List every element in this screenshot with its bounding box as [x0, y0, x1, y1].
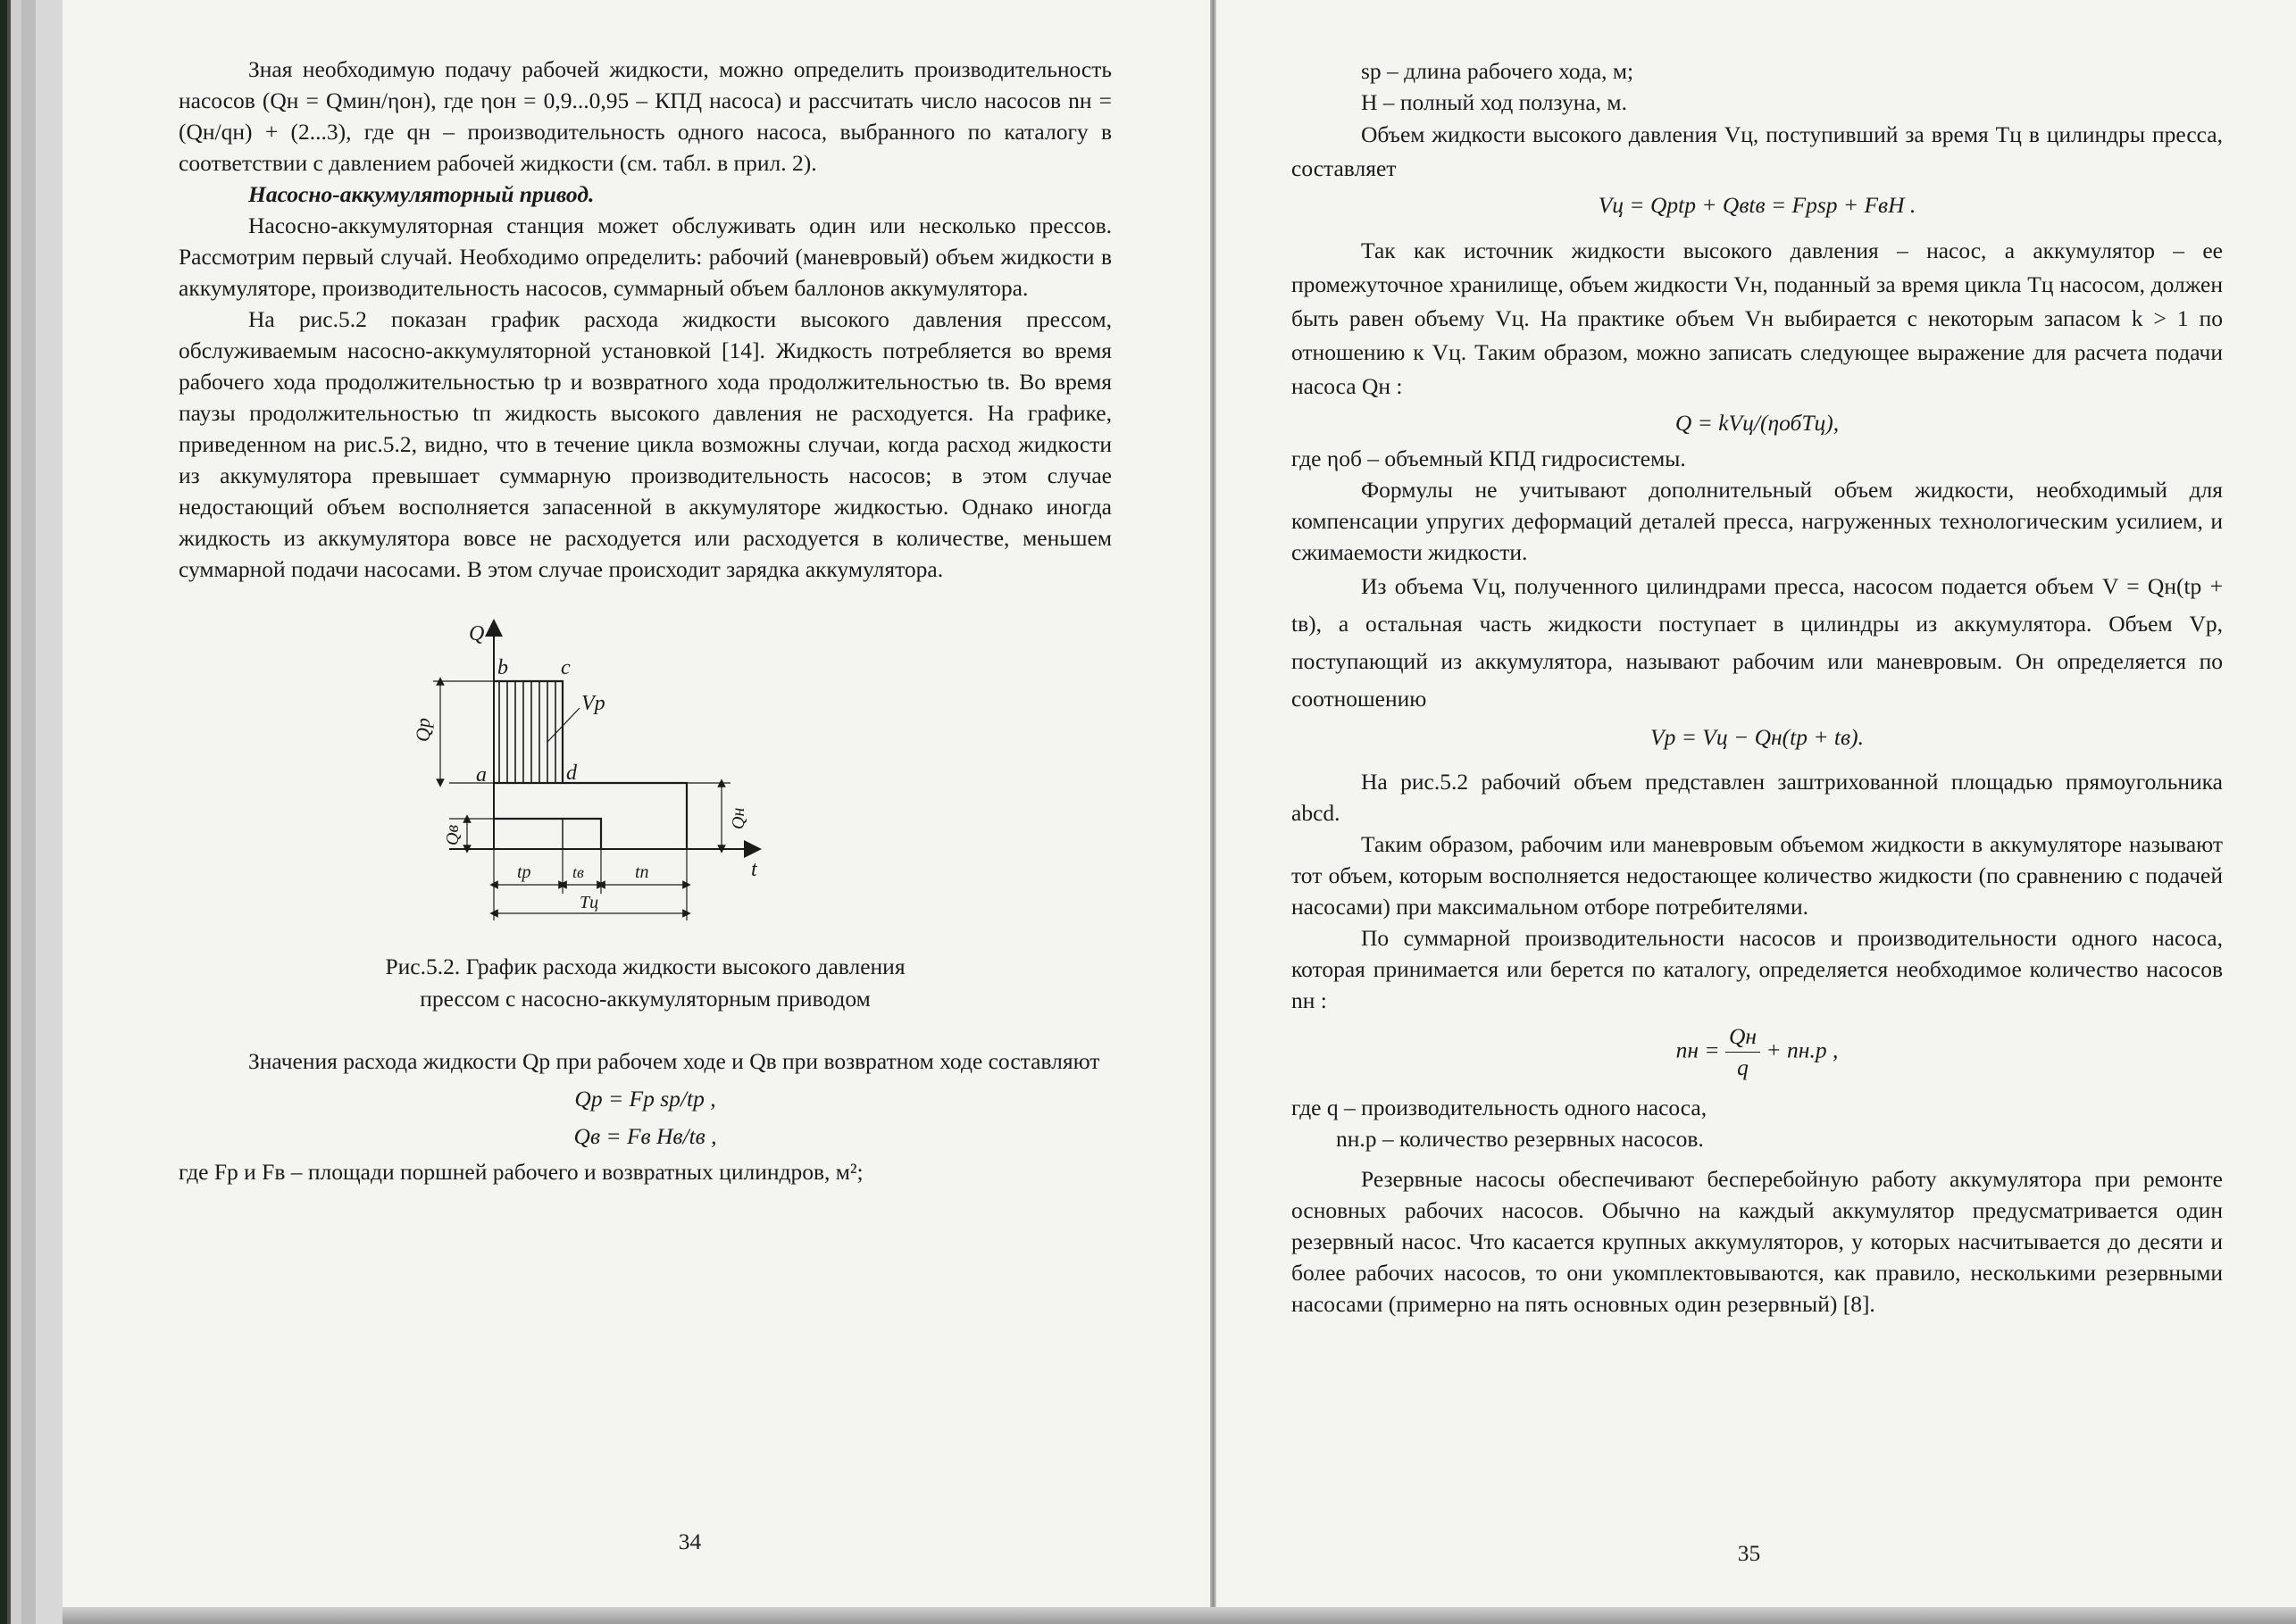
paragraph: Объем жидкости высокого давления Vц, поступивший за время Tц в цилиндры пресса, составляет	[1291, 121, 2223, 181]
page-left	[63, 0, 1210, 1616]
paragraph: где ηоб – объемный КПД гидросистемы.	[1291, 446, 1686, 471]
point-b-label: b	[497, 656, 508, 679]
formula-pump-count	[1291, 1021, 2223, 1083]
fraction	[1725, 1021, 1760, 1083]
point-a-label: a	[475, 763, 487, 787]
paragraph: По суммарной производительности насосов и производительности одного насоса, которая принимается или берется по каталогу, определяется необходимое количество насосов nн :	[1291, 925, 2223, 1013]
fraction-numerator: Qн	[1725, 1021, 1760, 1053]
qn-label: Qн	[728, 807, 748, 829]
tv-label: tв	[572, 863, 584, 881]
tn-label: tп	[634, 862, 649, 882]
tp-label: tр	[516, 862, 531, 882]
tc-label: Tц	[579, 893, 598, 912]
paragraph: Формулы не учитывают дополнительный объем жидкости, необходимый для компенсации упругих деформаций деталей пресса, нагруженных технологическим усилием, и сжимаемости жидкости.	[1291, 477, 2223, 565]
figure-caption	[179, 951, 1112, 1015]
book-edge	[0, 0, 63, 1624]
point-d-label: d	[565, 762, 577, 785]
paragraph: Из объема Vц, полученного цилиндрами пресса, насосом подается объем V = Qн(tр + tв), а остальная часть жидкости поступает в цилиндры из аккумулятора. Объем Vр, поступающий из аккумулятора, называют рабочим или маневровым. Он определяется по соотношению	[1291, 573, 2223, 712]
paragraph: Таким образом, рабочим или маневровым объемом жидкости в аккумуляторе называют тот объем, которым восполняется недостающее количество жидкости (по сравнению с подачей насосами) при максимальном отборе потребителями.	[1291, 831, 2223, 920]
formula: Vц = Qрtр + Qвtв = Fрsр + FвH .	[1598, 192, 1916, 218]
paragraph: На рис.5.2 показан график расхода жидкости высокого давления прессом, обслуживаемым насосно-аккумуляторной установкой [14]. Жидкость потребляется во время рабочего хода продолжительностью tр и возвратного хода продолжительностью tв. Во время паузы продолжительностью tп жидкость высокого давления не расходуется. На графике, приведенном на рис.5.2, видно, что в течение цикла возможны случаи, когда расход жидкости из аккумулятора превышает суммарную производительность насосов; в этом случае недостающий объем восполняется запасенной в аккумуляторе жидкостью. Однако иногда жидкость из аккумулятора вовсе не расходуется или расходуется в количестве, меньшем суммарной подачи насосами. В этом случае происходит зарядка аккумулятора.	[179, 306, 1112, 582]
definition-line: H – полный ход ползуна, м.	[1361, 89, 1627, 115]
qv-label: Qв	[442, 824, 463, 845]
formula-part: nн =	[1675, 1037, 1720, 1063]
paragraph: где Fр и Fв – площади поршней рабочего и возвратных цилиндров, м²;	[179, 1159, 864, 1185]
paragraph: На рис.5.2 рабочий объем представлен заштрихованной площадью прямоугольника abcd.	[1291, 769, 2223, 826]
paragraph: Так как источник жидкости высокого давления – насос, а аккумулятор – ее промежуточное хранилище, объем жидкости Vн, поданный за время цикла Tц насосом, должен быть равен объему Vц. На практике объем Vн выбирается с некоторым запасом k > 1 по отношению к Vц. Таким образом, можно записать следующее выражение для расчета подачи насоса Qн :	[1291, 237, 2223, 399]
formula: Q = kVц/(ηобTц),	[1674, 410, 1840, 436]
page-bottom-shadow	[63, 1607, 2296, 1624]
vp-label: Vp	[580, 692, 605, 715]
paragraph: Насосно-аккумуляторная станция может обслуживать один или несколько прессов. Рассмотрим первый случай. Необходимо определить: рабочий (маневровый) объем жидкости в аккумуляторе, производительность насосов, суммарный объем баллонов аккумулятора.	[179, 212, 1112, 301]
section-heading: Насосно-аккумуляторный привод.	[248, 181, 595, 207]
axis-t-label: t	[750, 858, 757, 881]
fraction-denominator: q	[1737, 1054, 1749, 1080]
formula: Vр = Vц − Qн(tр + tв).	[1650, 724, 1864, 750]
formula: Qв = Fв Hв/tв ,	[573, 1123, 717, 1149]
book-gutter	[1210, 0, 1216, 1624]
page-number: 34	[678, 1528, 702, 1554]
page-number: 35	[1737, 1540, 1761, 1566]
page-right	[1216, 0, 2296, 1612]
definition-line: sр – длина рабочего хода, м;	[1361, 58, 1634, 84]
qp-label: Qp	[411, 718, 434, 742]
paragraph: Зная необходимую подачу рабочей жидкости, можно определить производительность насосов (Qн = Qмин/ηон), где ηон = 0,9...0,95 – КПД насоса) и рассчитать число насосов nн = (Qн/qн) + (2...3), где qн – производительность одного насоса, выбранного по каталогу в соответствии с давлением рабочей жидкости (см. табл. в прил. 2).	[179, 56, 1112, 176]
axis-q-label: Q	[468, 622, 484, 645]
formula-part: + nн.р ,	[1766, 1037, 1839, 1063]
definition-line: nн.р – количество резервных насосов.	[1336, 1126, 1704, 1152]
hatched-area	[499, 681, 555, 783]
caption-line: Рис.5.2. График расхода жидкости высокого давления	[385, 954, 906, 979]
point-c-label: c	[560, 656, 571, 679]
formula: Qр = Fр sр/tр ,	[574, 1086, 716, 1112]
flow-graph	[378, 617, 789, 938]
definition-line: где q – производительность одного насоса,	[1291, 1095, 1707, 1120]
paragraph: Резервные насосы обеспечивают бесперебойную работу аккумулятора при ремонте основных рабочих насосов. Обычно на каждый аккумулятор предусматривается один резервный насос. Что касается крупных аккумуляторов, у которых насчитывается до десяти и более рабочих насосов, то они укомплектовываются, как правило, несколькими резервными насосами (примерно на пять основных один резервный) [8].	[1291, 1166, 2223, 1317]
figure-5-2	[378, 617, 789, 938]
caption-line: прессом с насосно-аккумуляторным приводом	[420, 986, 871, 1012]
paragraph: Значения расхода жидкости Qр при рабочем ходе и Qв при возвратном ходе составляют	[248, 1048, 1100, 1074]
